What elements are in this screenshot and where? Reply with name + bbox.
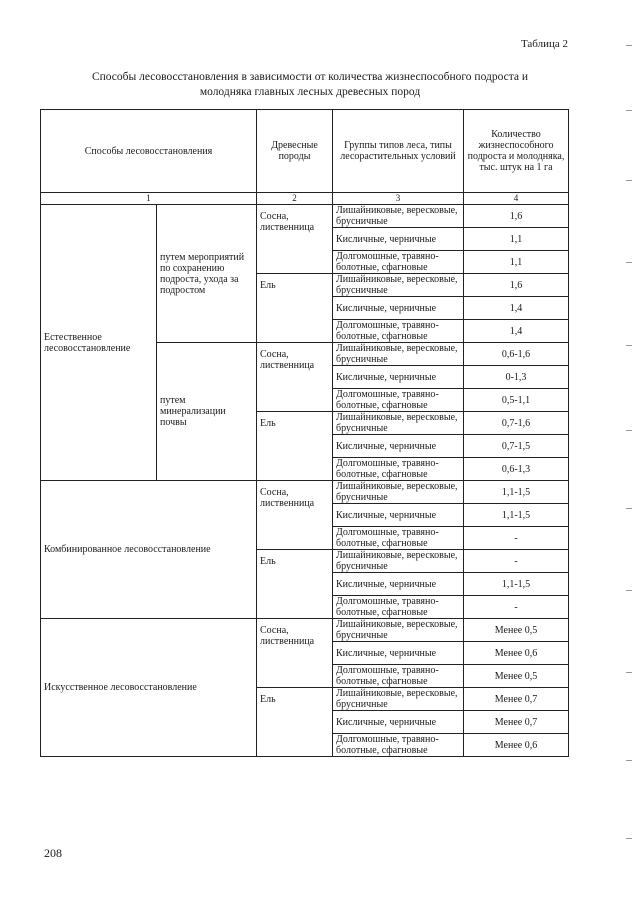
margin-mark <box>626 180 632 181</box>
margin-mark <box>626 45 632 46</box>
title-line-1: Способы лесовосстановления в зависимости от количества жизнеспособного подроста и <box>91 71 529 83</box>
margin-mark <box>626 838 632 839</box>
species-cell: Ель <box>257 274 333 343</box>
species-cell: Ель <box>257 550 333 619</box>
header-row <box>41 110 569 193</box>
column-number: 1 <box>41 193 257 205</box>
species-cell: Ель <box>257 688 333 757</box>
forest-type-cell: Долгомошные, травяно-болотные, сфагновые <box>333 320 464 343</box>
forest-type-cell: Лишайниковые, вересковые, брусничные <box>333 205 464 228</box>
quantity-cell: 1,6 <box>464 274 569 297</box>
header-method: Способы лесовосстановления <box>41 110 257 193</box>
forest-type-cell: Долгомошные, травяно-болотные, сфагновые <box>333 596 464 619</box>
forest-type-cell: Кисличные, черничные <box>333 297 464 320</box>
forest-type-cell: Кисличные, черничные <box>333 573 464 596</box>
quantity-cell: 1,1-1,5 <box>464 504 569 527</box>
forest-type-cell: Лишайниковые, вересковые, брусничные <box>333 688 464 711</box>
forest-type-cell: Кисличные, черничные <box>333 435 464 458</box>
scan-margin-marks <box>622 0 632 905</box>
forest-type-cell: Долгомошные, травяно-болотные, сфагновые <box>333 734 464 757</box>
quantity-cell: - <box>464 550 569 573</box>
submethod-cell: путем минерализации почвы <box>157 343 257 481</box>
quantity-cell: Менее 0,6 <box>464 734 569 757</box>
species-cell: Сосна, лиственница <box>257 343 333 412</box>
forest-type-cell: Лишайниковые, вересковые, брусничные <box>333 412 464 435</box>
quantity-cell: 0,5-1,1 <box>464 389 569 412</box>
table-row <box>41 619 569 642</box>
forest-type-cell: Долгомошные, травяно-болотные, сфагновые <box>333 458 464 481</box>
margin-mark <box>626 430 632 431</box>
table-row <box>41 205 569 228</box>
quantity-cell: - <box>464 596 569 619</box>
species-cell: Ель <box>257 412 333 481</box>
species-cell: Сосна, лиственница <box>257 619 333 688</box>
quantity-cell: 0,6-1,3 <box>464 458 569 481</box>
margin-mark <box>626 262 632 263</box>
margin-mark <box>626 760 632 761</box>
margin-mark <box>626 345 632 346</box>
forest-type-cell: Лишайниковые, вересковые, брусничные <box>333 550 464 573</box>
quantity-cell: Менее 0,7 <box>464 711 569 734</box>
quantity-cell: 1,1 <box>464 228 569 251</box>
method-cell: Комбинированное лесовосстановление <box>41 481 257 619</box>
forest-type-cell: Лишайниковые, вересковые, брусничные <box>333 343 464 366</box>
species-cell: Сосна, лиственница <box>257 205 333 274</box>
page-number: 208 <box>44 846 62 860</box>
table-row <box>41 481 569 504</box>
quantity-cell: 1,1 <box>464 251 569 274</box>
quantity-cell: 0,7-1,5 <box>464 435 569 458</box>
forest-type-cell: Кисличные, черничные <box>333 504 464 527</box>
forest-type-cell: Долгомошные, травяно-болотные, сфагновые <box>333 389 464 412</box>
margin-mark <box>626 672 632 673</box>
quantity-cell: Менее 0,5 <box>464 619 569 642</box>
quantity-cell: 1,6 <box>464 205 569 228</box>
forest-type-cell: Долгомошные, травяно-болотные, сфагновые <box>333 251 464 274</box>
forest-type-cell: Кисличные, черничные <box>333 642 464 665</box>
quantity-cell: 0,7-1,6 <box>464 412 569 435</box>
quantity-cell: - <box>464 527 569 550</box>
margin-mark <box>626 590 632 591</box>
column-number: 4 <box>464 193 569 205</box>
forest-type-cell: Долгомошные, травяно-болотные, сфагновые <box>333 665 464 688</box>
method-cell: Естественное лесовосстановление <box>41 205 157 481</box>
table-title <box>40 70 580 100</box>
header-quantity: Количество жизнеспособного подроста и молодняка, тыс. штук на 1 га <box>464 110 569 193</box>
table-container <box>40 109 568 757</box>
quantity-cell: Менее 0,7 <box>464 688 569 711</box>
forest-type-cell: Кисличные, черничные <box>333 711 464 734</box>
header-forest-groups: Группы типов леса, типы лесорастительных условий <box>333 110 464 193</box>
forest-type-cell: Кисличные, черничные <box>333 228 464 251</box>
margin-mark <box>626 508 632 509</box>
method-cell: Искусственное лесовосстановление <box>41 619 257 757</box>
quantity-cell: 1,1-1,5 <box>464 481 569 504</box>
quantity-cell: 0,6-1,6 <box>464 343 569 366</box>
forest-type-cell: Лишайниковые, вересковые, брусничные <box>333 274 464 297</box>
column-number: 2 <box>257 193 333 205</box>
submethod-cell: путем мероприятий по сохранению подроста, ухода за подростом <box>157 205 257 343</box>
forest-type-cell: Долгомошные, травяно-болотные, сфагновые <box>333 527 464 550</box>
table-number: Таблица 2 <box>520 38 568 50</box>
quantity-cell: 0-1,3 <box>464 366 569 389</box>
title-line-2: молодняка главных лесных древесных пород <box>199 86 421 98</box>
quantity-cell: 1,4 <box>464 297 569 320</box>
species-cell: Сосна, лиственница <box>257 481 333 550</box>
column-number: 3 <box>333 193 464 205</box>
forest-type-cell: Лишайниковые, вересковые, брусничные <box>333 619 464 642</box>
forest-type-cell: Кисличные, черничные <box>333 366 464 389</box>
reforestation-table <box>40 109 569 757</box>
quantity-cell: Менее 0,6 <box>464 642 569 665</box>
quantity-cell: Менее 0,5 <box>464 665 569 688</box>
column-number-row <box>41 193 569 205</box>
margin-mark <box>626 110 632 111</box>
quantity-cell: 1,4 <box>464 320 569 343</box>
header-species: Древесные породы <box>257 110 333 193</box>
quantity-cell: 1,1-1,5 <box>464 573 569 596</box>
forest-type-cell: Лишайниковые, вересковые, брусничные <box>333 481 464 504</box>
